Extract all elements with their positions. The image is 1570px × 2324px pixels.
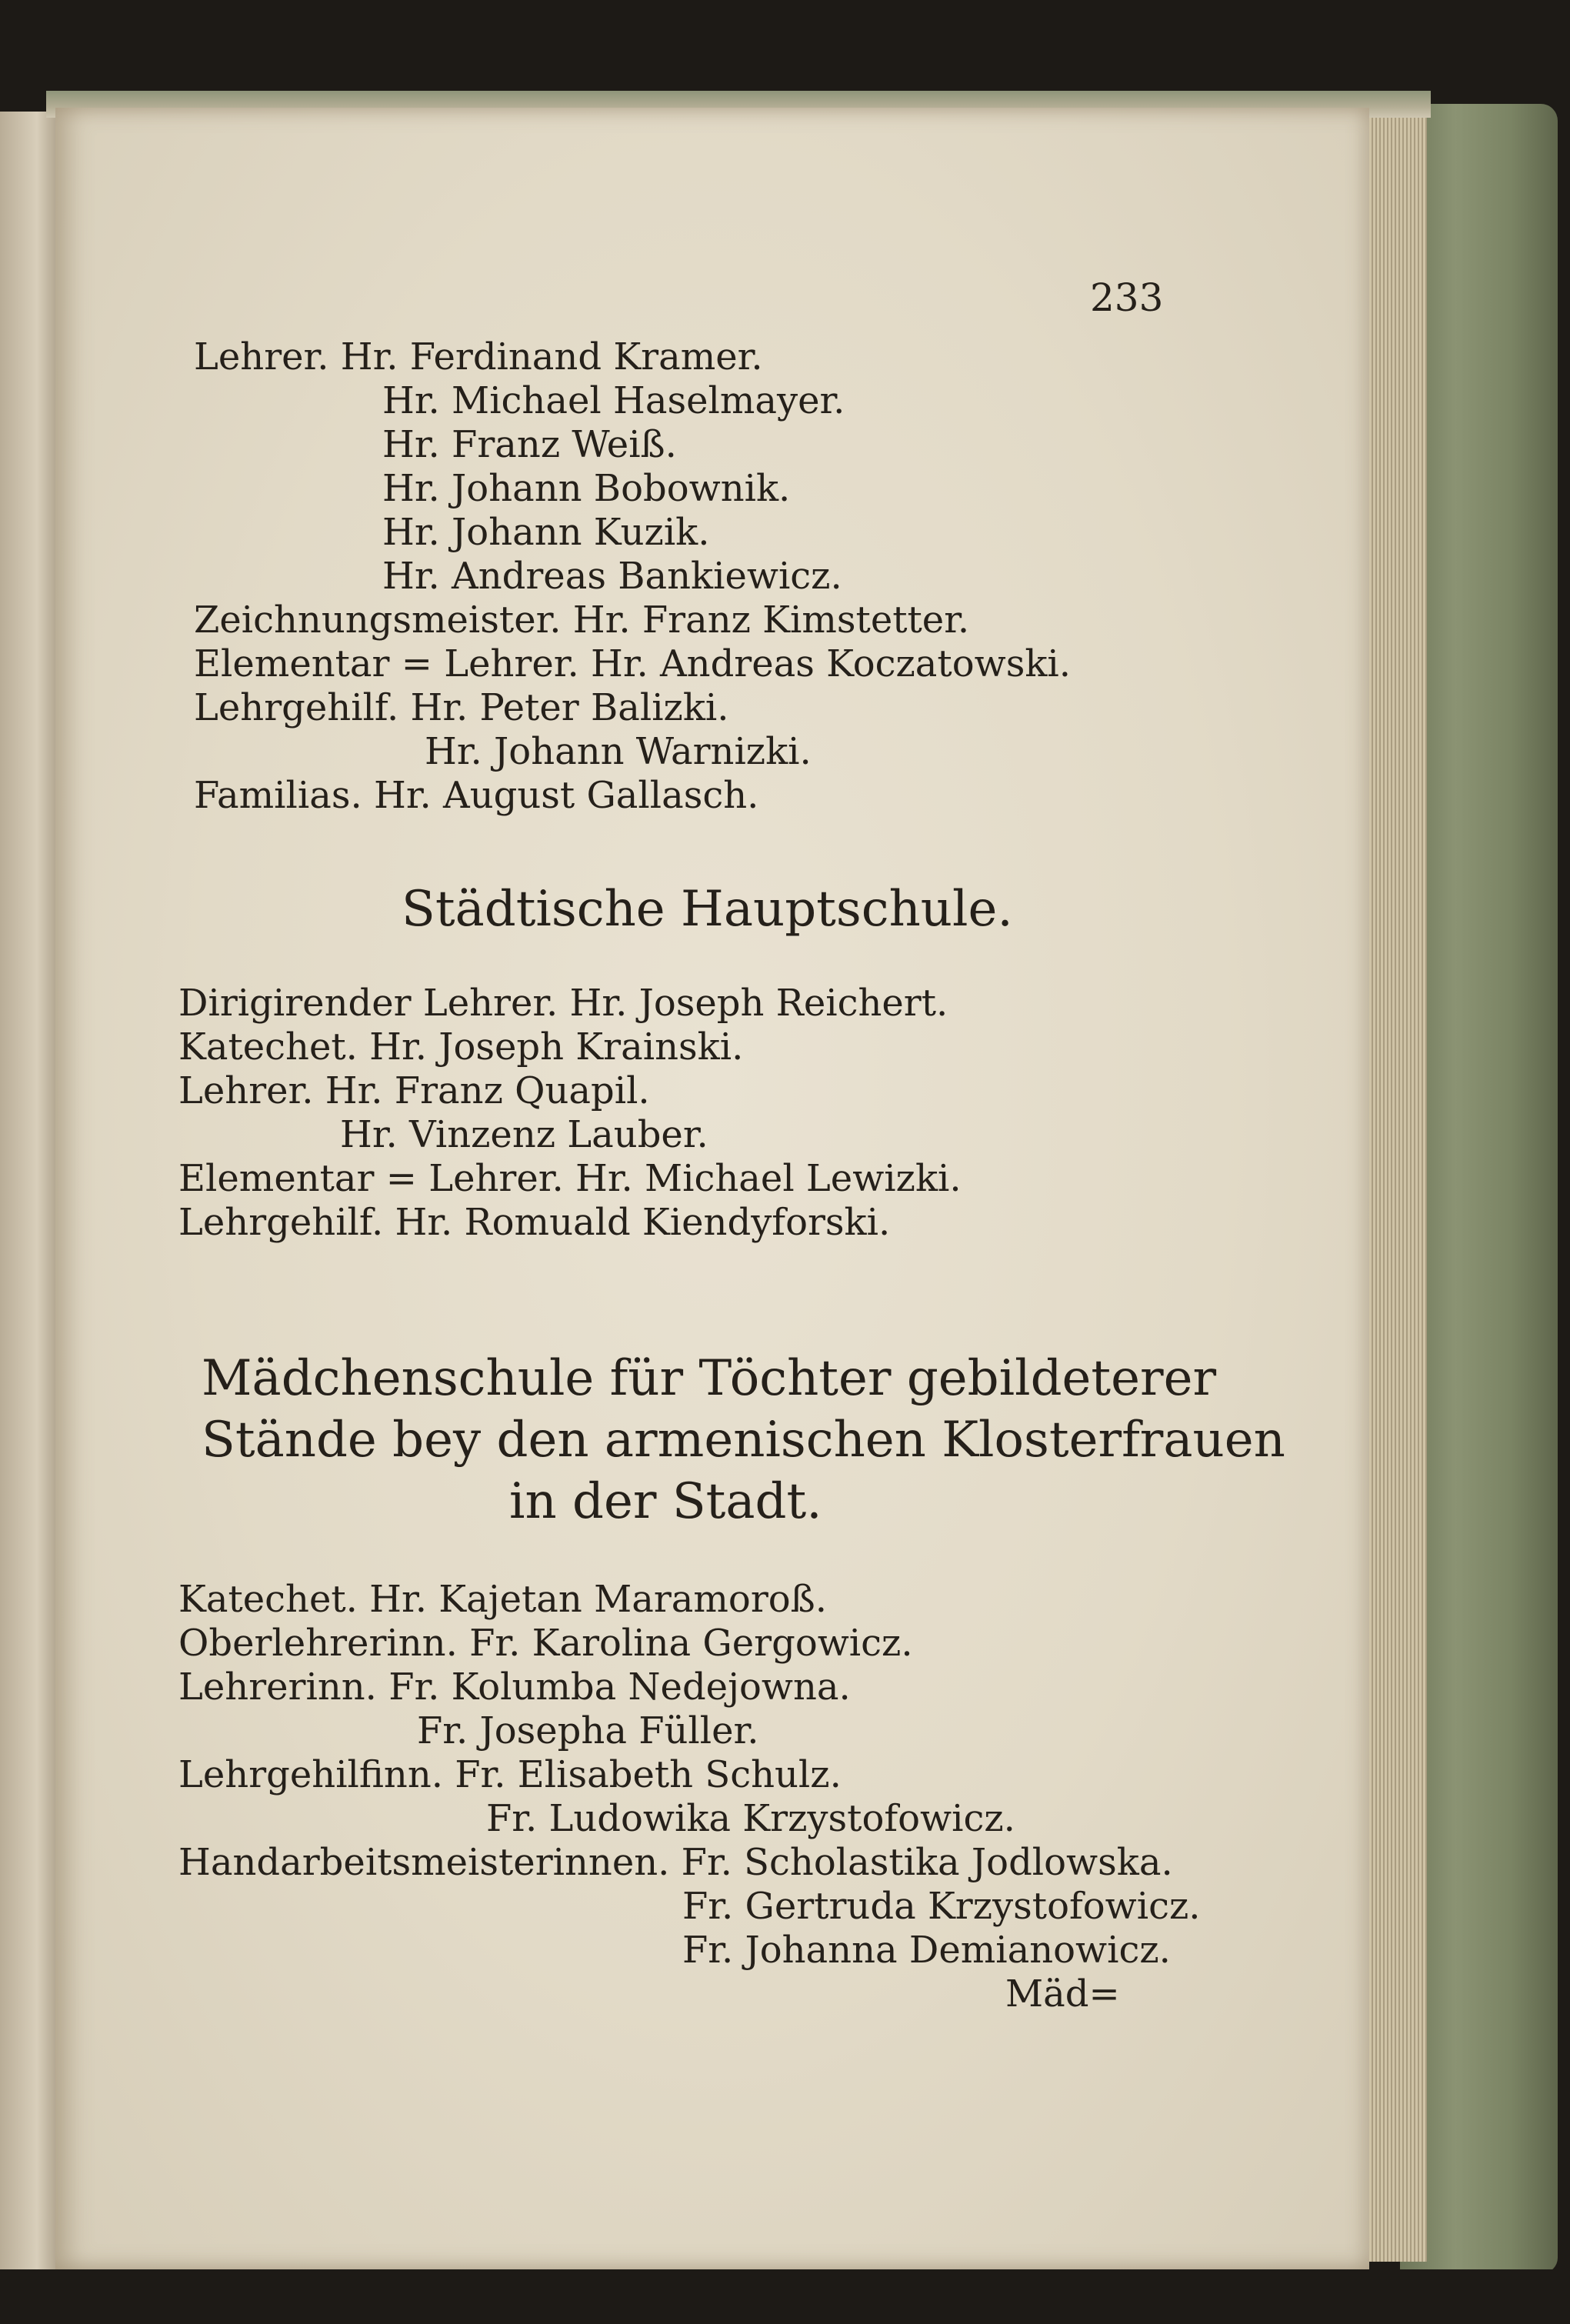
text-line: Elementar = Lehrer. Hr. Michael Lewizki. — [178, 1157, 962, 1200]
text-line: Hr. Johann Bobownik. — [382, 467, 791, 510]
text-line: Hr. Michael Haselmayer. — [382, 379, 845, 422]
text-line: Lehrer. Hr. Ferdinand Kramer. — [194, 335, 763, 378]
section-heading-line: in der Stadt. — [509, 1473, 822, 1530]
text-line: Fr. Johanna Demianowicz. — [682, 1929, 1171, 1972]
text-line: Familias. Hr. August Gallasch. — [194, 774, 759, 817]
text-line: Lehrerinn. Fr. Kolumba Nedejowna. — [178, 1665, 851, 1709]
text-line: Lehrgehilfinn. Fr. Elisabeth Schulz. — [178, 1753, 842, 1796]
text-line: Elementar = Lehrer. Hr. Andreas Koczatowski. — [194, 642, 1072, 685]
text-line: Katechet. Hr. Joseph Krainski. — [178, 1025, 744, 1069]
text-line: Lehrgehilf. Hr. Peter Balizki. — [194, 686, 729, 729]
text-line: Lehrgehilf. Hr. Romuald Kiendyforski. — [178, 1201, 891, 1244]
text-line: Hr. Johann Kuzik. — [382, 511, 710, 554]
text-line: Fr. Josepha Füller. — [417, 1709, 759, 1752]
section-heading-line: Stände bey den armenischen Klosterfrauen — [202, 1412, 1285, 1469]
text-line: Dirigirender Lehrer. Hr. Joseph Reichert. — [178, 982, 948, 1025]
text-line: Hr. Johann Warnizki. — [425, 730, 812, 773]
text-line: Fr. Gertruda Krzystofowicz. — [682, 1885, 1201, 1928]
page-number: 233 — [1090, 275, 1164, 320]
document-page — [55, 108, 1369, 2269]
section-heading-line: Mädchenschule für Töchter gebildeterer — [202, 1350, 1217, 1407]
text-line: Fr. Ludowika Krzystofowicz. — [486, 1797, 1015, 1840]
page-stack-edges — [1362, 115, 1427, 2262]
section-heading: Städtische Hauptschule. — [402, 881, 1013, 938]
text-line: Lehrer. Hr. Franz Quapil. — [178, 1069, 650, 1112]
text-line: Katechet. Hr. Kajetan Maramoroß. — [178, 1578, 827, 1621]
text-line: Hr. Franz Weiß. — [382, 423, 677, 466]
text-line: Hr. Vinzenz Lauber. — [340, 1113, 708, 1156]
background-shadow — [0, 2269, 1570, 2324]
text-line: Hr. Andreas Bankiewicz. — [382, 555, 842, 598]
text-line: Oberlehrerinn. Fr. Karolina Gergowicz. — [178, 1622, 913, 1665]
text-line: Handarbeitsmeisterinnen. Fr. Scholastika Jodlowska. — [178, 1841, 1173, 1884]
facing-page-edge — [0, 112, 62, 2273]
catchword: Mäd= — [1005, 1972, 1120, 2016]
text-line: Zeichnungsmeister. Hr. Franz Kimstetter. — [194, 599, 970, 642]
